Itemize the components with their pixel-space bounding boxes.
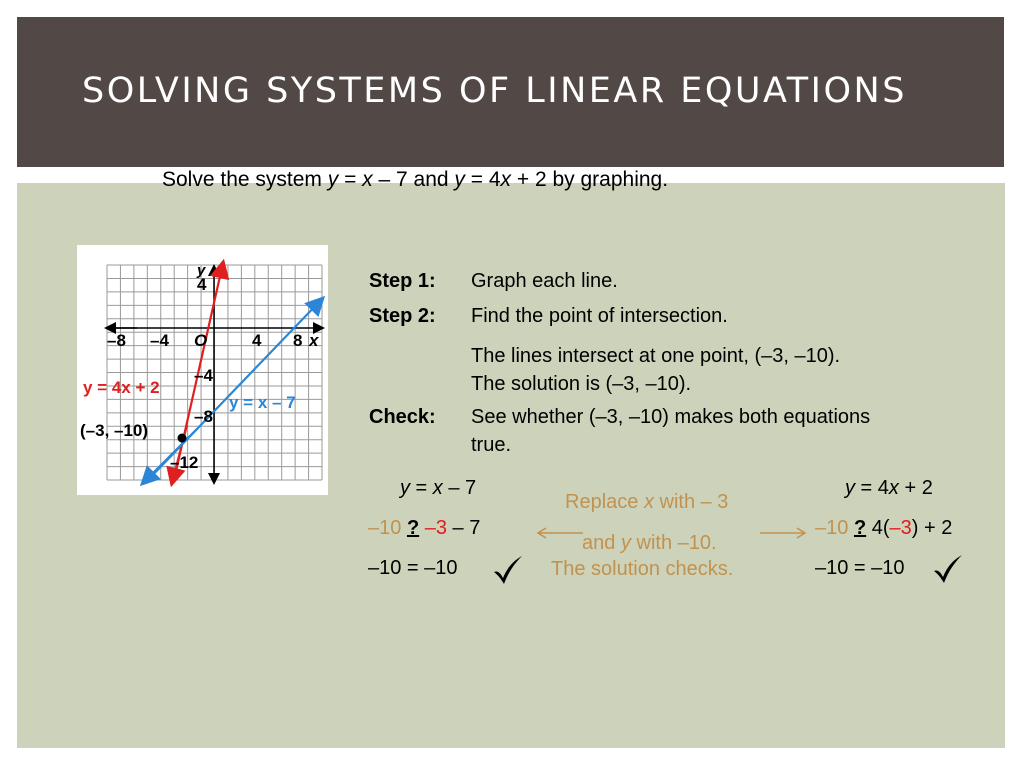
solution-checks-note: The solution checks. <box>551 558 734 580</box>
right-checkmark-icon <box>932 553 964 585</box>
left-substitution <box>368 517 480 540</box>
note-line2-b: with –10. <box>630 532 717 554</box>
left-eq-tail: – 7 <box>442 477 477 499</box>
x-tick-8: 8 <box>293 331 303 350</box>
left-eq-x: x <box>432 477 443 499</box>
note-line1-a: Replace <box>565 491 644 513</box>
intersection-point <box>178 434 187 443</box>
right-eq-mid: = 4 <box>855 477 889 499</box>
right-sub-a: 4( <box>866 517 890 539</box>
prompt-x2: x <box>500 168 512 191</box>
step2-label: Step 2: <box>369 305 436 327</box>
problem-statement <box>162 168 668 192</box>
prompt-x1: x <box>362 168 373 191</box>
prompt-y1: y <box>327 168 339 191</box>
left-sub-question: ? <box>406 517 420 539</box>
right-eq-tail: + 2 <box>898 477 933 499</box>
right-sub-value: –3 <box>889 517 912 539</box>
right-sub-b: ) <box>911 517 919 539</box>
right-equation <box>845 477 933 500</box>
check-text-line2: true. <box>471 434 512 456</box>
origin-label: O <box>194 331 208 350</box>
slide-title: SOLVING SYSTEMS OF LINEAR EQUATIONS <box>82 71 907 111</box>
note-line1-b: with – 3 <box>653 491 729 513</box>
left-sub-value: –3 <box>419 517 447 539</box>
graph-image <box>77 245 328 495</box>
left-result: –10 = –10 <box>368 557 458 579</box>
intersection-label: (–3, –10) <box>80 421 149 440</box>
check-text-line1: See whether (–3, –10) makes both equations <box>471 406 871 428</box>
intersection-statement: The lines intersect at one point, (–3, –10). <box>471 345 841 367</box>
note-line2-a: and <box>582 532 621 554</box>
red-line-label: y = 4x + 2 <box>83 378 160 397</box>
blue-line-label: y = x – 7 <box>229 393 296 412</box>
y-tick-neg12: –12 <box>170 453 199 472</box>
left-sub-lhs: –10 <box>368 517 407 539</box>
replace-note-line1 <box>565 491 728 514</box>
prompt-eq1: = <box>338 168 363 191</box>
right-sub-lhs: –10 <box>815 517 854 539</box>
prompt-lead: Solve the system <box>162 168 328 191</box>
x-tick-4: 4 <box>252 331 262 350</box>
title-bar <box>17 17 1004 167</box>
right-arrow-icon <box>758 526 808 540</box>
right-eq-x: x <box>888 477 899 499</box>
left-eq-y: y <box>400 477 410 499</box>
y-axis-label: y <box>197 262 206 279</box>
x-axis-label: x <box>309 331 319 350</box>
y-tick-4: 4 <box>197 275 207 294</box>
prompt-eq2: = 4 <box>464 168 501 191</box>
left-checkmark-icon <box>492 554 524 586</box>
left-equation <box>400 477 476 500</box>
prompt-tail1: – 7 and <box>372 168 455 191</box>
x-tick-neg4: –4 <box>150 331 169 350</box>
step1-text: Graph each line. <box>471 270 618 292</box>
right-eq-y: y <box>845 477 855 499</box>
note-line1-x: x <box>643 491 654 513</box>
note-line2-y: y <box>620 532 631 554</box>
right-result: –10 = –10 <box>815 557 905 579</box>
coordinate-graph <box>77 245 328 495</box>
left-eq-mid: = <box>410 477 433 499</box>
y-tick-neg8: –8 <box>194 407 213 426</box>
x-tick-neg8: –8 <box>107 331 126 350</box>
prompt-y2: y <box>454 168 465 191</box>
right-sub-tail: + 2 <box>918 517 953 539</box>
step1-label: Step 1: <box>369 270 436 292</box>
check-label: Check: <box>369 406 436 428</box>
left-sub-tail: – 7 <box>446 517 481 539</box>
right-substitution <box>815 517 952 540</box>
left-arrow-icon <box>535 526 585 540</box>
right-sub-question: ? <box>853 517 867 539</box>
y-tick-neg4: –4 <box>194 366 213 385</box>
step2-text: Find the point of intersection. <box>471 305 728 327</box>
replace-note-line2 <box>582 532 717 555</box>
prompt-tail2: + 2 by graphing. <box>511 168 669 191</box>
solution-statement: The solution is (–3, –10). <box>471 373 692 395</box>
